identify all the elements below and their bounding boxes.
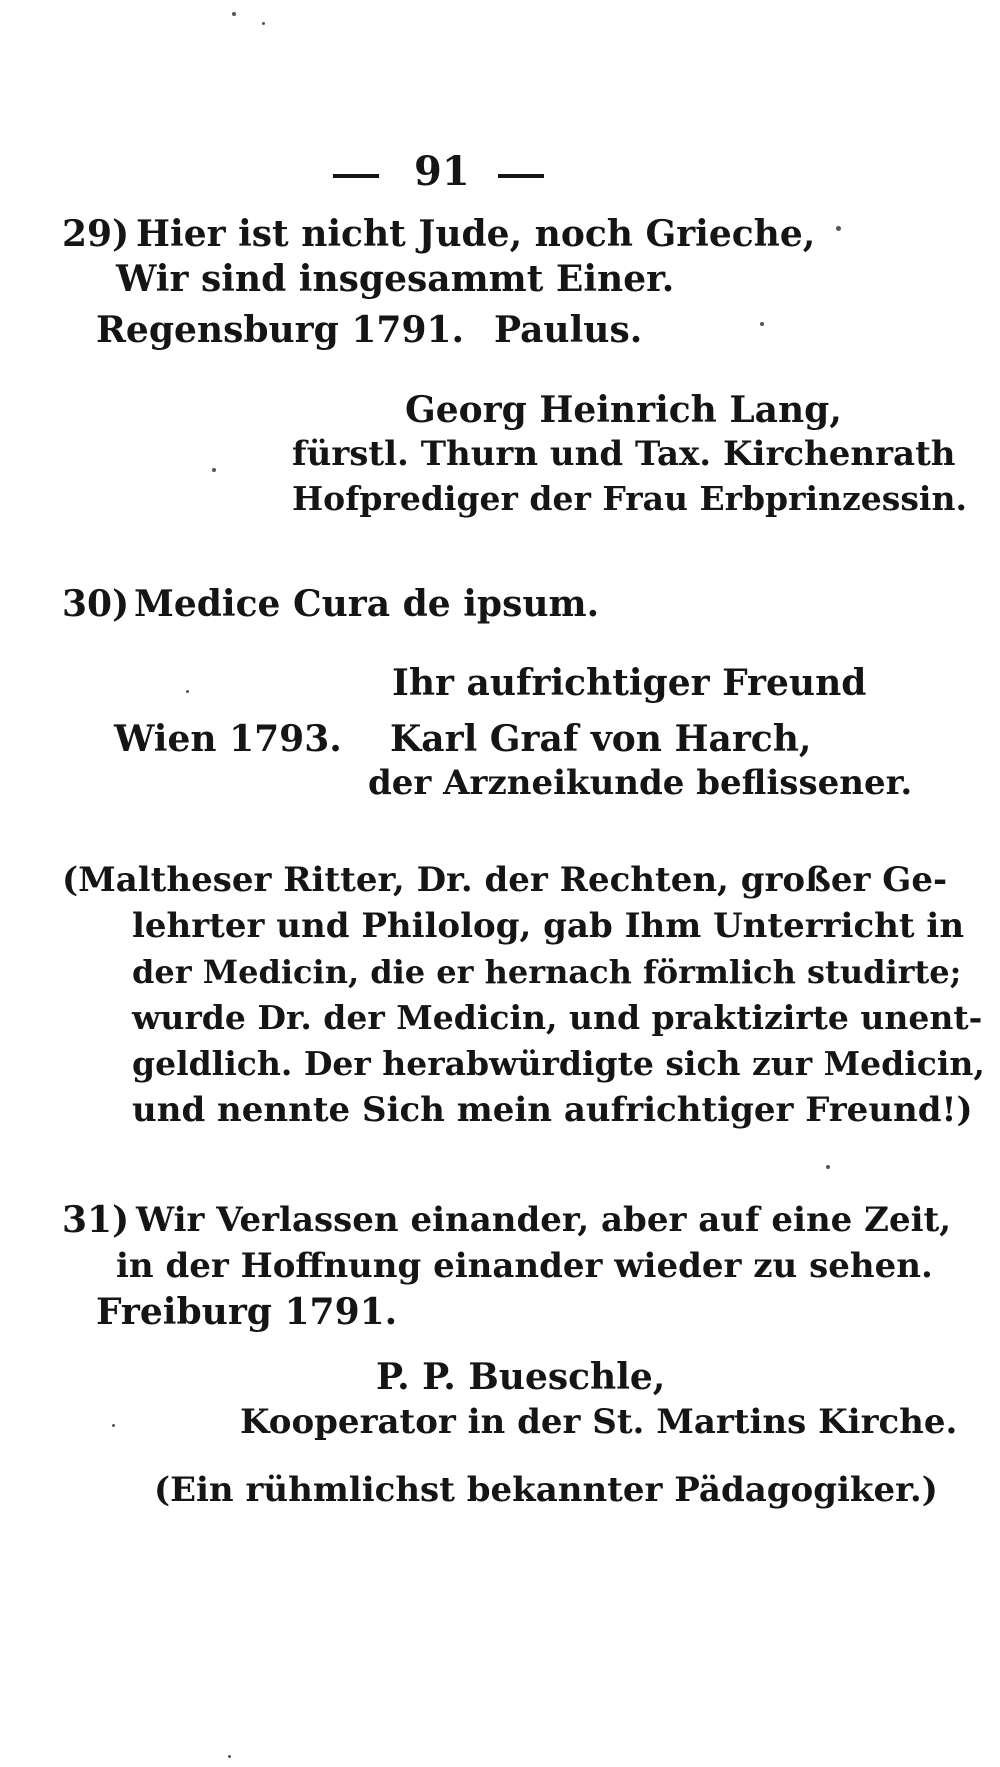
print-speck [212,468,216,472]
print-speck [262,22,265,25]
place-date: Freiburg 1791. [96,1291,398,1333]
note-line: geldlich. Der herabwürdigte sich zur Medicin, [132,1044,985,1083]
header-dash-right [498,174,544,178]
signature-line: Georg Heinrich Lang, [405,389,842,431]
signature-line: Karl Graf von Harch, [390,718,812,760]
entry-text-line: Wir Verlassen einander, aber auf eine Zeit, [136,1200,952,1240]
entry-text-line: Hier ist nicht Jude, noch Grieche, [136,213,816,255]
place-date: Regensburg 1791. [96,309,465,351]
note-line: lehrter und Philolog, gab Ihm Unterricht in [132,906,965,946]
note-line: und nennte Sich mein aufrichtiger Freund!) [132,1090,973,1130]
signature-line: P. P. Bueschle, [376,1356,666,1398]
signature-line: der Arzneikunde beflissener. [368,763,913,803]
print-speck [836,226,841,231]
entry-number: 29) [62,213,130,255]
page-number: 91 [414,148,470,195]
signature-line: Kooperator in der St. Martins Kirche. [240,1402,958,1442]
note-line: (Maltheser Ritter, Dr. der Rechten, großer Ge- [62,860,948,900]
note-line: wurde Dr. der Medicin, und praktizirte unent- [132,998,983,1037]
print-speck [186,690,189,693]
closing-phrase: Ihr aufrichtiger Freund [392,662,867,704]
signature-line: fürstl. Thurn und Tax. Kirchenrath [292,434,956,474]
place-date: Wien 1793. [114,718,342,760]
header-dash-left [333,174,379,178]
attribution: Paulus. [494,309,643,351]
print-speck [228,1755,231,1758]
signature-line: Hofprediger der Frau Erbprinzessin. [292,479,967,518]
note-line: (Ein rühmlichst bekannter Pädagogiker.) [154,1470,938,1510]
entry-text-line: in der Hoffnung einander wieder zu sehen. [116,1246,933,1286]
entry-number: 30) [62,583,130,625]
print-speck [826,1165,830,1169]
print-speck [232,12,236,16]
entry-number: 31) [62,1199,130,1241]
entry-text-line: Medice Cura de ipsum. [134,583,600,625]
note-line: der Medicin, die er hernach förmlich studirte; [132,953,962,991]
print-speck [112,1424,115,1427]
print-speck [760,322,764,326]
entry-text-line: Wir sind insgesammt Einer. [116,258,675,300]
